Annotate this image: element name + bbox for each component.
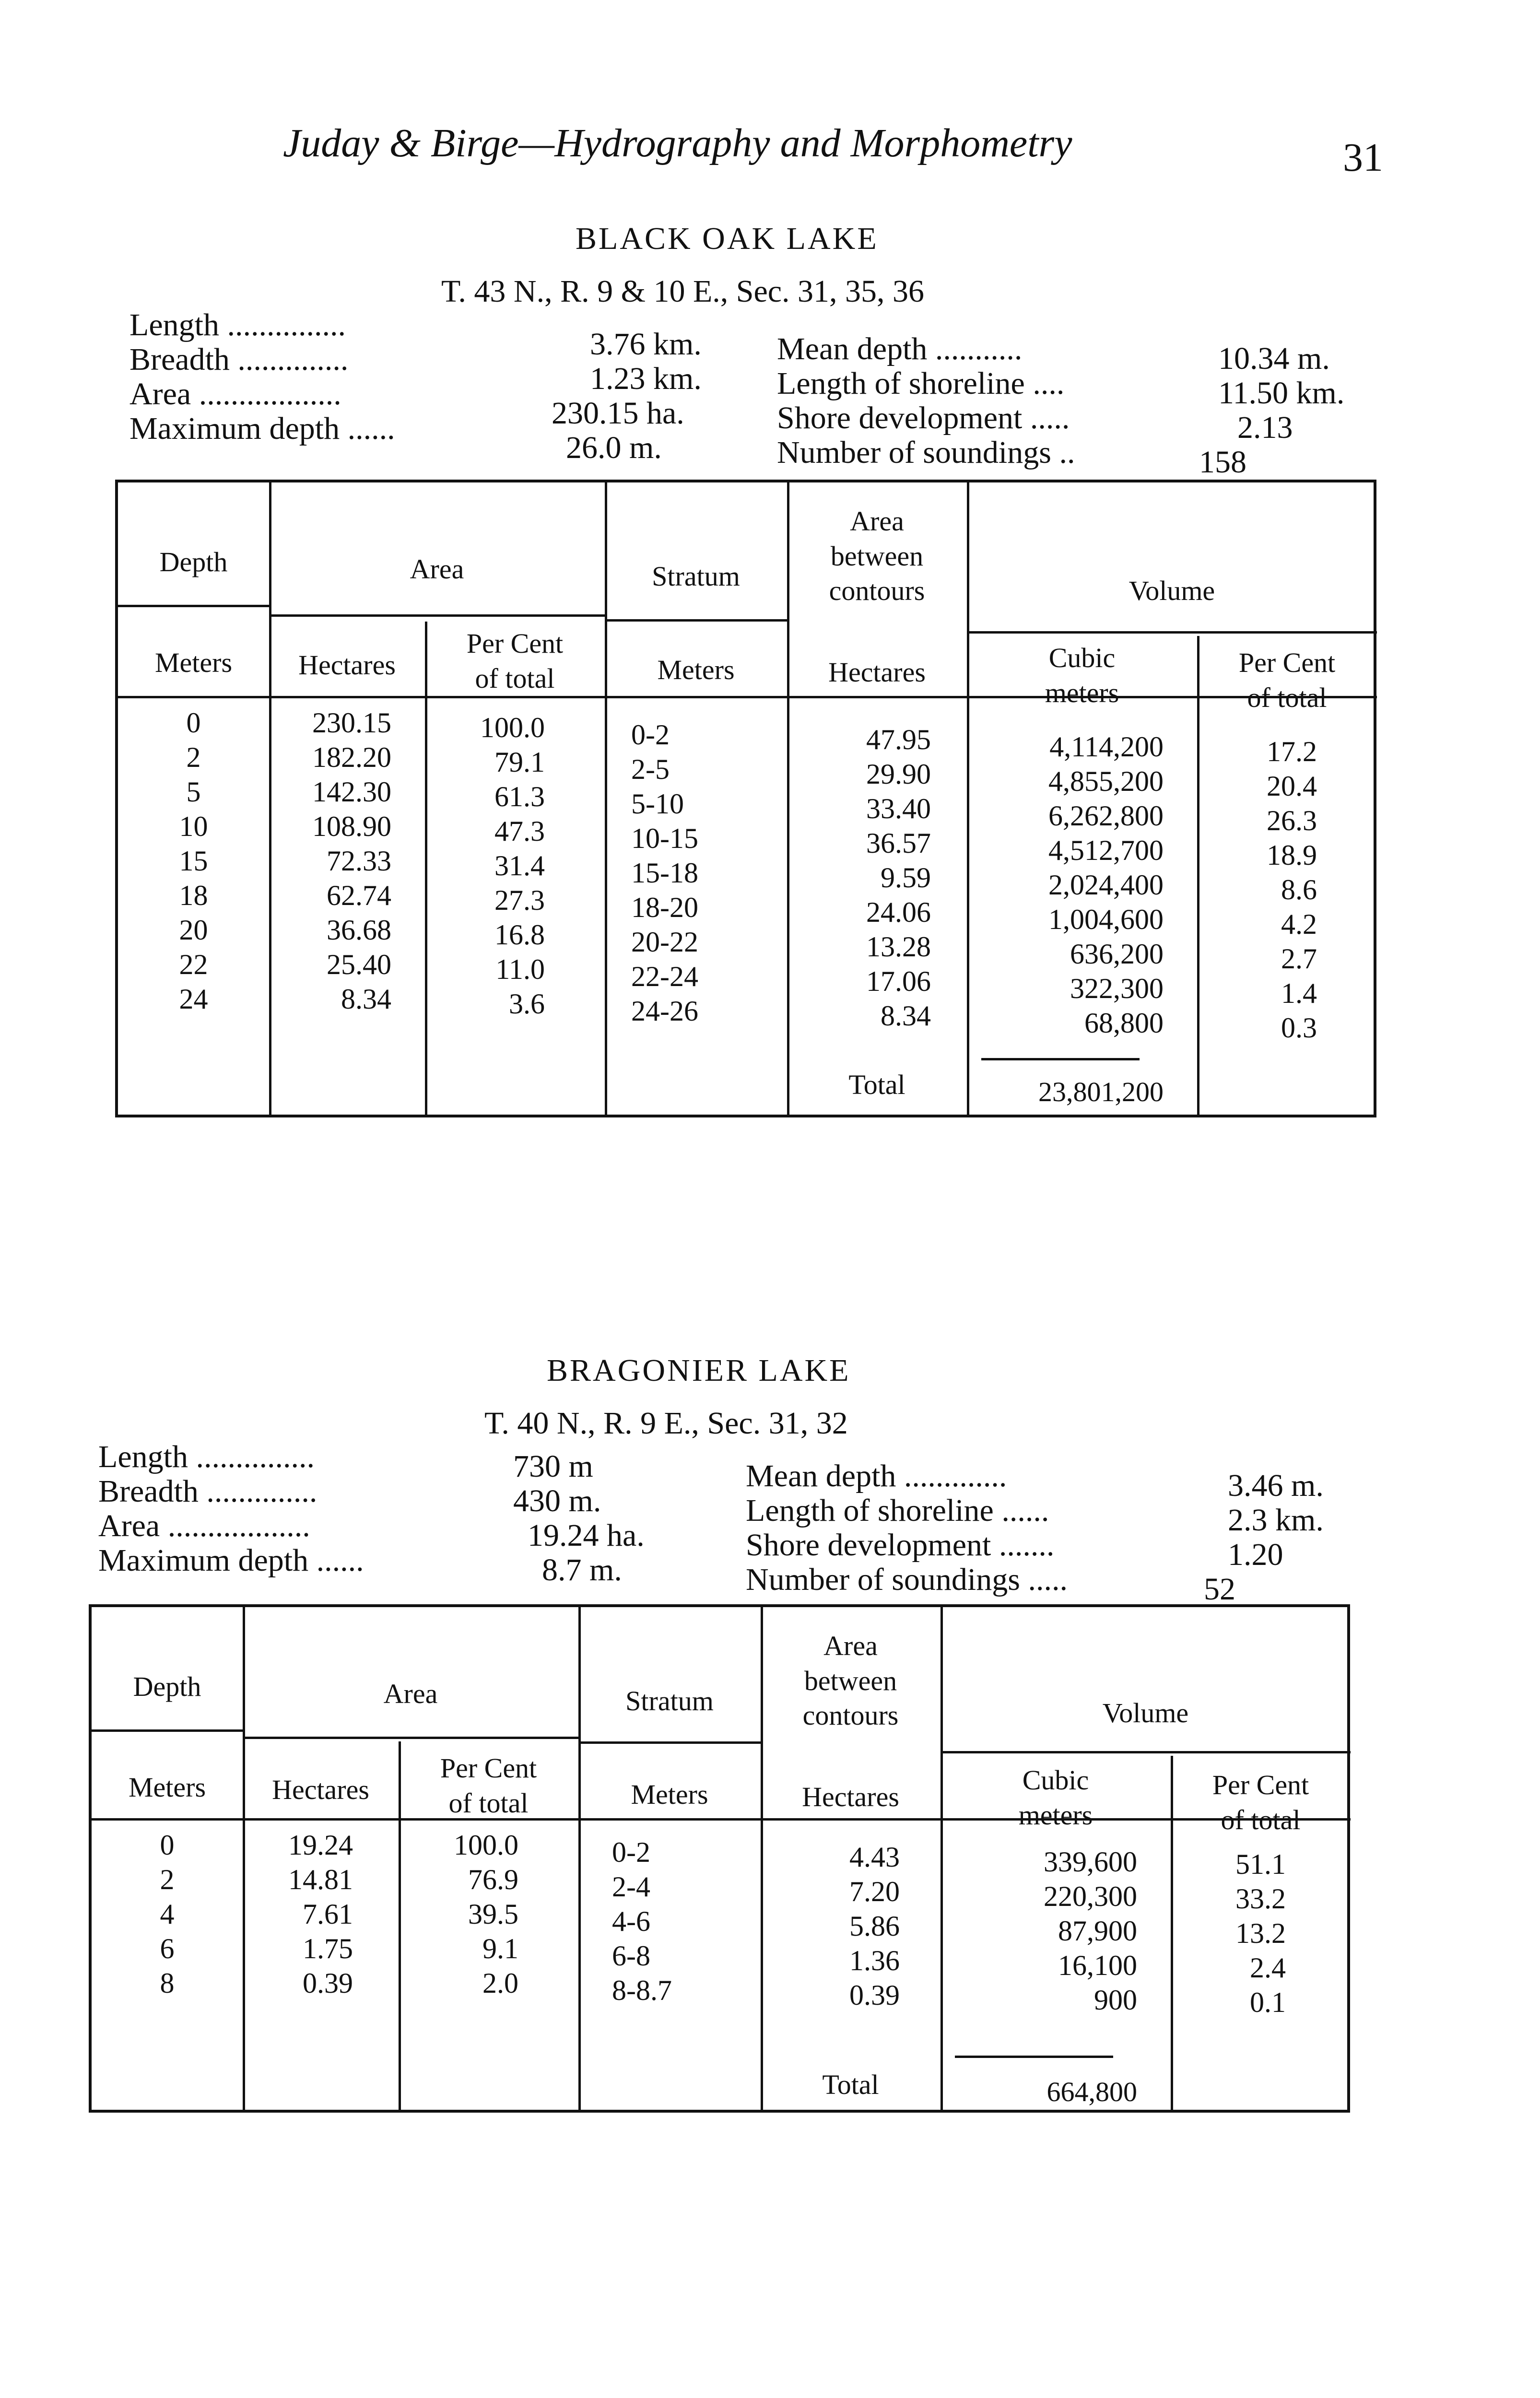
table-cell: 100.0 [454, 1829, 518, 1861]
header-stratum-hectares: Hectares [828, 657, 926, 688]
column-volume-per-cent [1197, 734, 1317, 1045]
morphometry-table [89, 1604, 1350, 2113]
table-cell: 0.39 [849, 1979, 900, 2011]
header-stratum: Stratum [625, 1685, 714, 1716]
table-cell: 10-15 [631, 823, 698, 854]
stat-label: Area .................. [98, 1508, 310, 1543]
stat-value: 26.0 m. [566, 430, 662, 465]
header-line: Cubic [1048, 642, 1116, 673]
header-per-cent [425, 626, 605, 696]
table-cell: 26.3 [1267, 805, 1317, 836]
stat-label: Shore development ..... [777, 400, 1070, 435]
table-cell: 15-18 [631, 857, 698, 889]
header-line: between [830, 540, 924, 572]
table-cell: 6,262,800 [1048, 800, 1164, 832]
table-cell: 39.5 [468, 1898, 518, 1930]
table-cell: 4.43 [849, 1841, 900, 1873]
stat-label: Length ............... [98, 1439, 315, 1474]
header-line: Area [850, 505, 904, 537]
table-cell: 2-5 [631, 753, 670, 785]
header-line: of total [1247, 682, 1327, 713]
table-cell: 31.4 [494, 850, 545, 882]
table-cell: 14.81 [288, 1864, 353, 1895]
column-area-per-cent [399, 1828, 518, 2000]
header-line: Area [823, 1630, 878, 1661]
total-volume: 23,801,200 [1038, 1076, 1164, 1107]
stat-label: Breadth .............. [98, 1474, 317, 1509]
table-cell: 636,200 [1070, 938, 1164, 970]
stat-label: Breadth .............. [129, 342, 349, 377]
column-volume-cubic [940, 1845, 1137, 2017]
table-cell: 8.34 [341, 983, 391, 1015]
header-line: Per Cent [1212, 1769, 1309, 1800]
header-depth: Depth [159, 546, 228, 577]
table-cell: 33.2 [1235, 1883, 1286, 1915]
header-meters: Meters [128, 1772, 206, 1803]
table-cell: 24-26 [631, 995, 698, 1027]
table-cell: 18 [179, 880, 208, 911]
header-line: Per Cent [440, 1752, 537, 1784]
table-cell: 20-22 [631, 926, 698, 958]
table-cell: 8.34 [881, 1000, 931, 1032]
column-stratum-meters [612, 1835, 756, 2008]
column-area-hectares [269, 705, 391, 1016]
header-stratum-meters: Meters [657, 654, 735, 685]
table-cell: 8-8.7 [612, 1975, 672, 2006]
table-cell: 10 [179, 811, 208, 842]
table-cell: 2-4 [612, 1871, 650, 1903]
stat-label: Maximum depth ...... [98, 1543, 364, 1578]
stat-label: Length of shoreline .... [777, 366, 1065, 401]
header-stratum: Stratum [652, 561, 740, 592]
stat-value: 2.3 km. [1228, 1503, 1324, 1538]
stat-value: 730 m [513, 1449, 593, 1484]
table-cell: 339,600 [1044, 1846, 1137, 1878]
lake-location: T. 43 N., R. 9 & 10 E., Sec. 31, 35, 36 [441, 274, 925, 309]
header-line: of total [1221, 1804, 1301, 1835]
header-line: meters [1018, 1799, 1093, 1831]
header-line: Per Cent [1238, 647, 1336, 678]
table-cell: 79.1 [494, 746, 545, 778]
stat-label: Area .................. [129, 376, 341, 411]
header-line: meters [1045, 677, 1119, 708]
header-line: contours [829, 575, 925, 606]
table-cell: 230.15 [312, 707, 391, 739]
table-cell: 17.2 [1267, 736, 1317, 767]
table-cell: 4,512,700 [1048, 835, 1164, 866]
table-cell: 2.4 [1250, 1952, 1286, 1984]
stat-value: 10.34 m. [1218, 341, 1330, 376]
table-cell: 61.3 [494, 781, 545, 812]
table-cell: 18-20 [631, 892, 698, 923]
header-cubic-meters [967, 641, 1197, 710]
table-cell: 0 [186, 707, 201, 739]
header-line: of total [475, 662, 555, 694]
table-cell: 1,004,600 [1048, 904, 1164, 935]
table-cell: 0.3 [1281, 1012, 1317, 1044]
stat-value: 158 [1199, 445, 1246, 480]
table-cell: 108.90 [312, 811, 391, 842]
table-cell: 36.57 [866, 827, 931, 859]
header-per-cent [399, 1751, 578, 1821]
table-cell: 5.86 [849, 1910, 900, 1942]
table-cell: 4 [160, 1898, 175, 1930]
table-cell: 2,024,400 [1048, 869, 1164, 901]
header-stratum-hectares: Hectares [802, 1781, 899, 1812]
table-cell: 11.0 [495, 953, 545, 985]
table-cell: 22-24 [631, 961, 698, 992]
table-cell: 3.6 [509, 988, 545, 1020]
header-hectares: Hectares [272, 1774, 369, 1805]
table-cell: 4,855,200 [1048, 765, 1164, 797]
total-volume: 664,800 [1046, 2076, 1137, 2107]
table-cell: 322,300 [1070, 973, 1164, 1004]
table-cell: 8 [160, 1967, 175, 1999]
table-cell: 13.28 [866, 931, 931, 963]
lake-title: BLACK OAK LAKE [576, 221, 879, 256]
column-depth-meters [118, 705, 269, 1016]
table-cell: 68,800 [1084, 1007, 1164, 1039]
column-volume-cubic [967, 729, 1164, 1040]
stat-value: 3.76 km. [590, 327, 702, 362]
column-stratum-hectares [787, 722, 931, 1033]
stat-value: 2.13 [1237, 410, 1293, 445]
table-cell: 0-2 [612, 1836, 650, 1868]
table-cell: 9.59 [881, 862, 931, 893]
header-meters: Meters [154, 647, 233, 678]
header-line: of total [448, 1787, 529, 1819]
total-label: Total [848, 1069, 905, 1100]
header-volume-per-cent [1197, 646, 1377, 715]
morphometry-table [115, 480, 1376, 1117]
stat-value: 52 [1204, 1572, 1235, 1607]
stat-value: 430 m. [513, 1483, 601, 1518]
table-cell: 27.3 [494, 884, 545, 916]
header-area: Area [383, 1678, 438, 1709]
header-stratum-meters: Meters [631, 1779, 708, 1810]
stat-value: 1.23 km. [590, 361, 702, 396]
table-cell: 0 [160, 1829, 175, 1861]
stat-label: Length of shoreline ...... [746, 1493, 1049, 1528]
table-cell: 1.36 [849, 1945, 900, 1976]
header-depth: Depth [133, 1671, 201, 1702]
table-cell: 20.4 [1267, 770, 1317, 802]
header-line: contours [802, 1700, 899, 1731]
column-depth-meters [92, 1828, 243, 2000]
table-cell: 2.0 [482, 1967, 518, 1999]
stat-value: 3.46 m. [1228, 1468, 1324, 1503]
table-cell: 142.30 [312, 776, 391, 808]
table-cell: 87,900 [1058, 1915, 1137, 1947]
column-volume-per-cent [1171, 1847, 1286, 2020]
table-cell: 47.95 [866, 724, 931, 755]
lake-title: BRAGONIER LAKE [547, 1353, 851, 1388]
table-cell: 36.68 [327, 914, 391, 946]
running-head: Juday & Birge—Hydrography and Morphometry [283, 121, 1072, 165]
table-cell: 0.1 [1250, 1987, 1286, 2018]
table-cell: 1.4 [1281, 977, 1317, 1009]
header-line: between [804, 1665, 897, 1696]
header-cubic-meters [940, 1763, 1171, 1833]
table-cell: 1.75 [303, 1933, 353, 1964]
stat-value: 230.15 ha. [552, 396, 684, 431]
table-cell: 76.9 [468, 1864, 518, 1895]
table-cell: 72.33 [327, 845, 391, 877]
column-area-per-cent [425, 710, 545, 1021]
table-cell: 4-6 [612, 1905, 650, 1937]
header-line: Cubic [1022, 1764, 1089, 1796]
table-cell: 182.20 [312, 741, 391, 773]
stat-value: 8.7 m. [542, 1552, 622, 1587]
table-cell: 7.61 [303, 1898, 353, 1930]
stat-value: 1.20 [1228, 1537, 1283, 1572]
stat-label: Shore development ....... [746, 1528, 1055, 1563]
table-cell: 9.1 [482, 1933, 518, 1964]
table-cell: 47.3 [494, 815, 545, 847]
table-cell: 8.6 [1281, 874, 1317, 905]
table-cell: 62.74 [327, 880, 391, 911]
table-cell: 2 [186, 741, 201, 773]
table-cell: 6-8 [612, 1940, 650, 1972]
table-cell: 24 [179, 983, 208, 1015]
table-cell: 20 [179, 914, 208, 946]
stat-label: Number of soundings ..... [746, 1562, 1068, 1597]
table-cell: 4,114,200 [1049, 731, 1164, 763]
header-line: Per Cent [466, 628, 564, 659]
column-stratum-meters [631, 717, 775, 1028]
table-cell: 5-10 [631, 788, 684, 820]
table-cell: 24.06 [866, 896, 931, 928]
header-volume-per-cent [1171, 1768, 1351, 1837]
table-cell: 4.2 [1281, 908, 1317, 940]
table-cell: 15 [179, 845, 208, 877]
table-cell: 25.40 [327, 949, 391, 980]
total-label: Total [822, 2069, 879, 2100]
stat-value: 19.24 ha. [528, 1518, 645, 1553]
header-area: Area [410, 553, 464, 585]
table-cell: 51.1 [1235, 1848, 1286, 1880]
stat-label: Maximum depth ...... [129, 411, 395, 446]
column-area-hectares [243, 1828, 353, 2000]
header-area-between [761, 1629, 940, 1733]
table-cell: 16.8 [494, 919, 545, 951]
table-cell: 17.06 [866, 965, 931, 997]
stat-label: Length ............... [129, 307, 346, 342]
table-cell: 0-2 [631, 719, 670, 751]
header-volume: Volume [1129, 575, 1215, 606]
table-cell: 2 [160, 1864, 175, 1895]
column-stratum-hectares [761, 1840, 900, 2012]
stat-label: Mean depth ............. [746, 1458, 1007, 1493]
table-cell: 19.24 [288, 1829, 353, 1861]
stat-label: Mean depth ........... [777, 331, 1023, 366]
table-cell: 900 [1094, 1984, 1137, 2016]
page-number: 31 [1343, 135, 1383, 180]
table-cell: 6 [160, 1933, 175, 1964]
table-cell: 220,300 [1044, 1881, 1137, 1912]
table-cell: 0.39 [303, 1967, 353, 1999]
header-volume: Volume [1102, 1697, 1189, 1728]
table-cell: 16,100 [1058, 1950, 1137, 1981]
table-cell: 100.0 [480, 712, 545, 743]
table-cell: 29.90 [866, 758, 931, 790]
table-cell: 22 [179, 949, 208, 980]
table-cell: 18.9 [1267, 839, 1317, 871]
header-hectares: Hectares [298, 649, 396, 681]
header-area-between [787, 504, 967, 609]
table-cell: 2.7 [1281, 943, 1317, 975]
stat-label: Number of soundings .. [777, 435, 1075, 470]
table-cell: 13.2 [1235, 1917, 1286, 1949]
lake-location: T. 40 N., R. 9 E., Sec. 31, 32 [484, 1406, 848, 1441]
stat-value: 11.50 km. [1218, 376, 1345, 411]
table-cell: 5 [186, 776, 201, 808]
table-cell: 33.40 [866, 793, 931, 824]
table-cell: 7.20 [849, 1876, 900, 1907]
